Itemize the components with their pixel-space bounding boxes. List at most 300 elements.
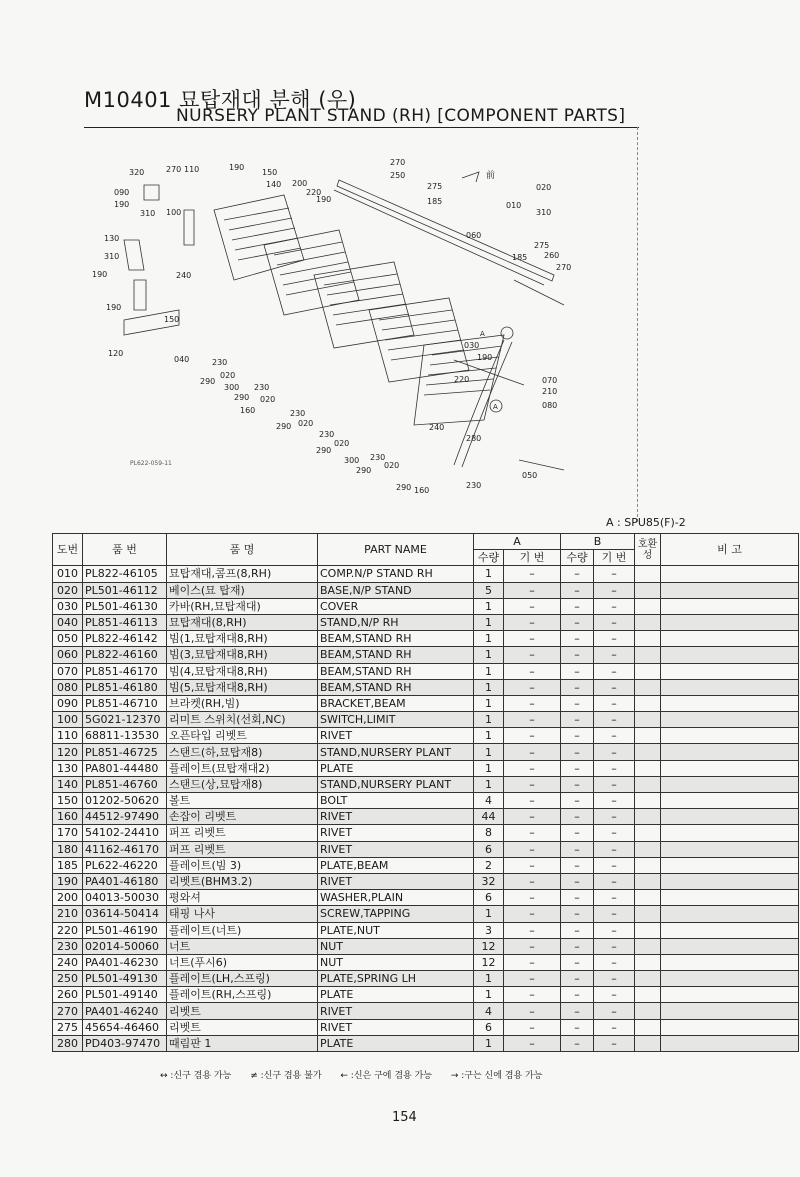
- part-name-english-cell: RIVET: [318, 841, 474, 857]
- part-name-korean-cell: 플레이트(RH,스프링): [167, 987, 318, 1003]
- row-number-cell: 260: [53, 987, 83, 1003]
- table-row: [53, 987, 799, 1003]
- part-number-cell: 03614-50414: [83, 906, 167, 922]
- svg-text:310: 310: [536, 208, 552, 217]
- svg-text:275: 275: [534, 241, 550, 250]
- table-row: [53, 873, 799, 889]
- remarks-cell: [661, 728, 799, 744]
- part-number-cell: PL822-46142: [83, 631, 167, 647]
- period-b-cell: –: [594, 760, 635, 776]
- part-number-cell: 41162-46170: [83, 841, 167, 857]
- part-number-cell: 44512-97490: [83, 809, 167, 825]
- exchange-cell: [635, 1035, 661, 1051]
- qty-a-cell: 12: [474, 954, 504, 970]
- row-number-cell: 160: [53, 809, 83, 825]
- part-name-english-cell: PLATE: [318, 760, 474, 776]
- part-name-english-cell: RIVET: [318, 809, 474, 825]
- qty-a-cell: 1: [474, 906, 504, 922]
- period-b-cell: –: [594, 922, 635, 938]
- table-row: [53, 1035, 799, 1051]
- row-number-cell: 190: [53, 873, 83, 889]
- row-number-cell: 050: [53, 631, 83, 647]
- svg-text:020: 020: [536, 183, 552, 192]
- svg-text:270: 270: [556, 263, 572, 272]
- qty-a-cell: 1: [474, 971, 504, 987]
- part-name-korean-cell: 플레이트(묘탑재대2): [167, 760, 318, 776]
- qty-a-cell: 1: [474, 679, 504, 695]
- compatibility-legend: [160, 1068, 558, 1081]
- qty-b-cell: –: [561, 841, 594, 857]
- remarks-cell: [661, 614, 799, 630]
- exchange-cell: [635, 793, 661, 809]
- exchange-cell: [635, 1019, 661, 1035]
- svg-text:190: 190: [229, 163, 245, 172]
- col-header-part-name: PART NAME: [318, 534, 474, 566]
- table-row: [53, 825, 799, 841]
- qty-b-cell: –: [561, 1019, 594, 1035]
- part-number-cell: PL851-46760: [83, 776, 167, 792]
- qty-a-cell: 32: [474, 873, 504, 889]
- period-a-cell: –: [504, 776, 561, 792]
- svg-text:230: 230: [466, 481, 482, 490]
- part-name-korean-cell: 오픈타입 리벳트: [167, 728, 318, 744]
- col-header-qty-a: 수량: [474, 550, 504, 566]
- part-number-cell: 68811-13530: [83, 728, 167, 744]
- part-name-korean-cell: 빔(4,묘탑재대8,RH): [167, 663, 318, 679]
- stand-section-2: [264, 230, 359, 315]
- part-name-english-cell: COVER: [318, 598, 474, 614]
- svg-text:290: 290: [356, 466, 372, 475]
- legend-item: → :구는 신에 겸용 가능: [450, 1071, 543, 1081]
- qty-b-cell: –: [561, 906, 594, 922]
- table-row: [53, 712, 799, 728]
- qty-a-cell: 8: [474, 825, 504, 841]
- period-b-cell: –: [594, 857, 635, 873]
- remarks-cell: [661, 841, 799, 857]
- period-b-cell: –: [594, 825, 635, 841]
- part-name-korean-cell: 플레이트(LH,스프링): [167, 971, 318, 987]
- row-number-cell: 170: [53, 825, 83, 841]
- svg-text:300: 300: [344, 456, 360, 465]
- row-number-cell: 180: [53, 841, 83, 857]
- qty-a-cell: 1: [474, 695, 504, 711]
- remarks-cell: [661, 631, 799, 647]
- table-row: [53, 598, 799, 614]
- svg-text:050: 050: [522, 471, 538, 480]
- remarks-cell: [661, 776, 799, 792]
- exchange-cell: [635, 987, 661, 1003]
- svg-text:080: 080: [542, 401, 558, 410]
- qty-a-cell: 1: [474, 614, 504, 630]
- row-number-cell: 270: [53, 1003, 83, 1019]
- model-note: A : SPU85(F)-2: [606, 516, 686, 529]
- qty-a-cell: 4: [474, 1003, 504, 1019]
- period-b-cell: –: [594, 906, 635, 922]
- row-number-cell: 220: [53, 922, 83, 938]
- part-name-korean-cell: 스탠드(상,묘탑재8): [167, 776, 318, 792]
- row-number-cell: 250: [53, 971, 83, 987]
- period-a-cell: –: [504, 922, 561, 938]
- qty-a-cell: 1: [474, 598, 504, 614]
- qty-b-cell: –: [561, 873, 594, 889]
- exchange-cell: [635, 922, 661, 938]
- part-name-english-cell: RIVET: [318, 1019, 474, 1035]
- legend-item: ↔ :신구 겸용 가능: [160, 1071, 232, 1081]
- switch-part: [184, 210, 194, 245]
- svg-text:160: 160: [240, 406, 256, 415]
- part-name-korean-cell: 때림판 1: [167, 1035, 318, 1051]
- col-header-period-a: 기 번: [504, 550, 561, 566]
- period-a-cell: –: [504, 825, 561, 841]
- col-header-exchange: 호환성: [635, 534, 661, 566]
- part-name-korean-cell: 리벳트: [167, 1003, 318, 1019]
- svg-text:150: 150: [164, 315, 180, 324]
- svg-text:060: 060: [466, 231, 482, 240]
- part-name-korean-cell: 묘탑재대,콤프(8,RH): [167, 566, 318, 582]
- part-name-korean-cell: 빔(5,묘탑재대8,RH): [167, 679, 318, 695]
- period-b-cell: –: [594, 1035, 635, 1051]
- col-header-part-no: 품 번: [83, 534, 167, 566]
- svg-text:190: 190: [92, 270, 108, 279]
- part-number-cell: PL851-46113: [83, 614, 167, 630]
- col-header-qty-b: 수량: [561, 550, 594, 566]
- svg-text:230: 230: [319, 430, 335, 439]
- legend-item: ≠ :신구 겸용 불가: [250, 1071, 322, 1081]
- period-b-cell: –: [594, 841, 635, 857]
- qty-a-cell: 1: [474, 987, 504, 1003]
- svg-text:230: 230: [254, 383, 270, 392]
- period-a-cell: –: [504, 954, 561, 970]
- qty-a-cell: 1: [474, 1035, 504, 1051]
- svg-text:020: 020: [384, 461, 400, 470]
- period-b-cell: –: [594, 1003, 635, 1019]
- svg-text:040: 040: [174, 355, 190, 364]
- period-a-cell: –: [504, 987, 561, 1003]
- qty-b-cell: –: [561, 631, 594, 647]
- row-number-cell: 100: [53, 712, 83, 728]
- part-name-korean-cell: 리벳트: [167, 1019, 318, 1035]
- svg-text:190: 190: [114, 200, 130, 209]
- period-a-cell: –: [504, 647, 561, 663]
- exchange-cell: [635, 631, 661, 647]
- exchange-cell: [635, 938, 661, 954]
- part-name-english-cell: SCREW,TAPPING: [318, 906, 474, 922]
- period-b-cell: –: [594, 631, 635, 647]
- part-number-cell: PL851-46180: [83, 679, 167, 695]
- table-row: [53, 582, 799, 598]
- svg-text:230: 230: [370, 453, 386, 462]
- remarks-cell: [661, 890, 799, 906]
- svg-text:240: 240: [429, 423, 445, 432]
- period-b-cell: –: [594, 890, 635, 906]
- part-name-korean-cell: 너트: [167, 938, 318, 954]
- table-row: [53, 663, 799, 679]
- exchange-cell: [635, 760, 661, 776]
- period-b-cell: –: [594, 873, 635, 889]
- section-english-title: NURSERY PLANT STAND (RH) [COMPONENT PARTS]: [176, 106, 626, 126]
- qty-b-cell: –: [561, 890, 594, 906]
- col-header-period-b: 기 번: [594, 550, 635, 566]
- col-header-name-kr: 품 명: [167, 534, 318, 566]
- part-name-korean-cell: 브라켓(RH,빔): [167, 695, 318, 711]
- table-row: [53, 566, 799, 582]
- svg-text:290: 290: [234, 393, 250, 402]
- exploded-parts-diagram: [84, 150, 639, 510]
- part-name-english-cell: NUT: [318, 954, 474, 970]
- qty-b-cell: –: [561, 760, 594, 776]
- period-a-cell: –: [504, 1003, 561, 1019]
- period-a-cell: –: [504, 614, 561, 630]
- part-name-english-cell: PLATE,SPRING LH: [318, 971, 474, 987]
- part-number-cell: PL822-46105: [83, 566, 167, 582]
- exchange-cell: [635, 776, 661, 792]
- part-name-english-cell: BEAM,STAND RH: [318, 663, 474, 679]
- row-number-cell: 230: [53, 938, 83, 954]
- table-header-row: [53, 534, 799, 550]
- table-row: [53, 890, 799, 906]
- svg-text:230: 230: [290, 409, 306, 418]
- part-name-english-cell: PLATE: [318, 1035, 474, 1051]
- row-number-cell: 040: [53, 614, 83, 630]
- exchange-cell: [635, 857, 661, 873]
- remarks-cell: [661, 566, 799, 582]
- table-row: [53, 922, 799, 938]
- row-number-cell: 280: [53, 1035, 83, 1051]
- table-row: [53, 906, 799, 922]
- table-row: [53, 857, 799, 873]
- period-b-cell: –: [594, 809, 635, 825]
- part-name-english-cell: BRACKET,BEAM: [318, 695, 474, 711]
- table-row: [53, 938, 799, 954]
- period-b-cell: –: [594, 728, 635, 744]
- row-number-cell: 210: [53, 906, 83, 922]
- table-row: [53, 760, 799, 776]
- remarks-cell: [661, 873, 799, 889]
- remarks-cell: [661, 922, 799, 938]
- part-name-korean-cell: 플레이트(너트): [167, 922, 318, 938]
- part-name-english-cell: BASE,N/P STAND: [318, 582, 474, 598]
- part-name-english-cell: PLATE,NUT: [318, 922, 474, 938]
- period-a-cell: –: [504, 598, 561, 614]
- svg-text:200: 200: [292, 179, 308, 188]
- period-a-cell: –: [504, 744, 561, 760]
- period-b-cell: –: [594, 793, 635, 809]
- table-row: [53, 647, 799, 663]
- remarks-cell: [661, 825, 799, 841]
- remarks-cell: [661, 1003, 799, 1019]
- part-name-korean-cell: 손잡이 리벳트: [167, 809, 318, 825]
- svg-text:A: A: [480, 330, 485, 338]
- col-header-group-a: A: [474, 534, 561, 550]
- part-number-cell: PA401-46240: [83, 1003, 167, 1019]
- remarks-cell: [661, 695, 799, 711]
- qty-a-cell: 6: [474, 841, 504, 857]
- period-a-cell: –: [504, 582, 561, 598]
- period-b-cell: –: [594, 695, 635, 711]
- bracket-part: [144, 185, 159, 200]
- part-number-cell: PL501-49130: [83, 971, 167, 987]
- remarks-cell: [661, 857, 799, 873]
- qty-b-cell: –: [561, 728, 594, 744]
- svg-text:A: A: [493, 403, 498, 411]
- col-header-remarks: 비 고: [661, 534, 799, 566]
- callout-a-circle: [501, 327, 513, 339]
- part-name-korean-cell: 평와셔: [167, 890, 318, 906]
- svg-text:120: 120: [108, 349, 124, 358]
- exchange-cell: [635, 582, 661, 598]
- part-number-cell: PL501-46130: [83, 598, 167, 614]
- row-number-cell: 020: [53, 582, 83, 598]
- part-name-english-cell: WASHER,PLAIN: [318, 890, 474, 906]
- remarks-cell: [661, 954, 799, 970]
- exchange-cell: [635, 825, 661, 841]
- period-b-cell: –: [594, 1019, 635, 1035]
- exchange-cell: [635, 890, 661, 906]
- exchange-cell: [635, 971, 661, 987]
- qty-a-cell: 1: [474, 663, 504, 679]
- period-a-cell: –: [504, 1019, 561, 1035]
- exchange-cell: [635, 647, 661, 663]
- svg-text:270: 270: [390, 158, 406, 167]
- period-a-cell: –: [504, 857, 561, 873]
- row-number-cell: 090: [53, 695, 83, 711]
- svg-text:290: 290: [200, 377, 216, 386]
- qty-b-cell: –: [561, 695, 594, 711]
- part-name-english-cell: BEAM,STAND RH: [318, 679, 474, 695]
- svg-text:190: 190: [106, 303, 122, 312]
- exchange-cell: [635, 695, 661, 711]
- part-number-cell: PL851-46170: [83, 663, 167, 679]
- row-number-cell: 140: [53, 776, 83, 792]
- remarks-cell: [661, 582, 799, 598]
- svg-text:210: 210: [542, 387, 558, 396]
- part-number-cell: 54102-24410: [83, 825, 167, 841]
- part-name-english-cell: PLATE: [318, 987, 474, 1003]
- qty-a-cell: 44: [474, 809, 504, 825]
- svg-text:130: 130: [104, 234, 120, 243]
- svg-text:100: 100: [166, 208, 182, 217]
- part-name-korean-cell: 리미트 스위치(선회,NC): [167, 712, 318, 728]
- remarks-cell: [661, 987, 799, 1003]
- exchange-cell: [635, 566, 661, 582]
- period-b-cell: –: [594, 776, 635, 792]
- part-name-korean-cell: 볼트: [167, 793, 318, 809]
- part-name-english-cell: STAND,NURSERY PLANT: [318, 744, 474, 760]
- part-number-cell: PL851-46725: [83, 744, 167, 760]
- col-header-no: 도번: [53, 534, 83, 566]
- period-b-cell: –: [594, 744, 635, 760]
- legend-item: ← :신은 구에 겸용 가능: [340, 1071, 432, 1081]
- remarks-cell: [661, 1019, 799, 1035]
- qty-b-cell: –: [561, 938, 594, 954]
- qty-a-cell: 4: [474, 793, 504, 809]
- part-name-english-cell: BOLT: [318, 793, 474, 809]
- qty-a-cell: 6: [474, 1019, 504, 1035]
- period-b-cell: –: [594, 987, 635, 1003]
- qty-b-cell: –: [561, 954, 594, 970]
- period-b-cell: –: [594, 954, 635, 970]
- page-number: 154: [392, 1110, 417, 1125]
- diagram-code: PL622-059-11: [130, 460, 172, 467]
- svg-text:090: 090: [114, 188, 130, 197]
- period-a-cell: –: [504, 712, 561, 728]
- part-name-korean-cell: 너트(푸시6): [167, 954, 318, 970]
- section-korean-title: 묘탑재대 분해 (우): [179, 88, 357, 112]
- plate-part: [124, 240, 144, 270]
- exchange-cell: [635, 614, 661, 630]
- remarks-cell: [661, 1035, 799, 1051]
- svg-text:270: 270: [166, 165, 182, 174]
- qty-b-cell: –: [561, 809, 594, 825]
- qty-b-cell: –: [561, 1035, 594, 1051]
- part-name-english-cell: SWITCH,LIMIT: [318, 712, 474, 728]
- part-name-korean-cell: 빔(1,묘탑재대8,RH): [167, 631, 318, 647]
- period-b-cell: –: [594, 566, 635, 582]
- qty-a-cell: 3: [474, 922, 504, 938]
- remarks-cell: [661, 760, 799, 776]
- part-number-cell: PL501-46190: [83, 922, 167, 938]
- svg-text:010: 010: [506, 201, 522, 210]
- exchange-cell: [635, 906, 661, 922]
- row-number-cell: 070: [53, 663, 83, 679]
- row-number-cell: 200: [53, 890, 83, 906]
- row-number-cell: 130: [53, 760, 83, 776]
- part-name-korean-cell: 플레이트(빔 3): [167, 857, 318, 873]
- part-number-cell: 01202-50620: [83, 793, 167, 809]
- exchange-cell: [635, 1003, 661, 1019]
- part-name-english-cell: RIVET: [318, 1003, 474, 1019]
- qty-b-cell: –: [561, 857, 594, 873]
- period-b-cell: –: [594, 614, 635, 630]
- qty-a-cell: 5: [474, 582, 504, 598]
- part-number-cell: PL851-46710: [83, 695, 167, 711]
- period-a-cell: –: [504, 873, 561, 889]
- part-name-korean-cell: 태핑 나사: [167, 906, 318, 922]
- part-name-english-cell: BEAM,STAND RH: [318, 647, 474, 663]
- part-name-english-cell: RIVET: [318, 728, 474, 744]
- parts-table: [52, 533, 799, 1052]
- table-row: [53, 679, 799, 695]
- period-b-cell: –: [594, 938, 635, 954]
- table-row: [53, 841, 799, 857]
- qty-a-cell: 2: [474, 857, 504, 873]
- svg-text:220: 220: [454, 375, 470, 384]
- exchange-cell: [635, 809, 661, 825]
- part-number-cell: PL822-46160: [83, 647, 167, 663]
- remarks-cell: [661, 906, 799, 922]
- qty-b-cell: –: [561, 793, 594, 809]
- stand-section-1: [214, 195, 304, 280]
- qty-b-cell: –: [561, 922, 594, 938]
- svg-text:290: 290: [396, 483, 412, 492]
- period-a-cell: –: [504, 1035, 561, 1051]
- remarks-cell: [661, 971, 799, 987]
- qty-b-cell: –: [561, 1003, 594, 1019]
- remarks-cell: [661, 744, 799, 760]
- exchange-cell: [635, 598, 661, 614]
- row-number-cell: 080: [53, 679, 83, 695]
- col-header-group-b: B: [561, 534, 635, 550]
- remarks-cell: [661, 679, 799, 695]
- part-number-cell: PA401-46180: [83, 873, 167, 889]
- part-name-korean-cell: 리벳트(BHM3.2): [167, 873, 318, 889]
- qty-a-cell: 1: [474, 760, 504, 776]
- row-number-cell: 185: [53, 857, 83, 873]
- beam-end: [519, 460, 564, 470]
- exchange-cell: [635, 712, 661, 728]
- exchange-cell: [635, 744, 661, 760]
- period-b-cell: –: [594, 598, 635, 614]
